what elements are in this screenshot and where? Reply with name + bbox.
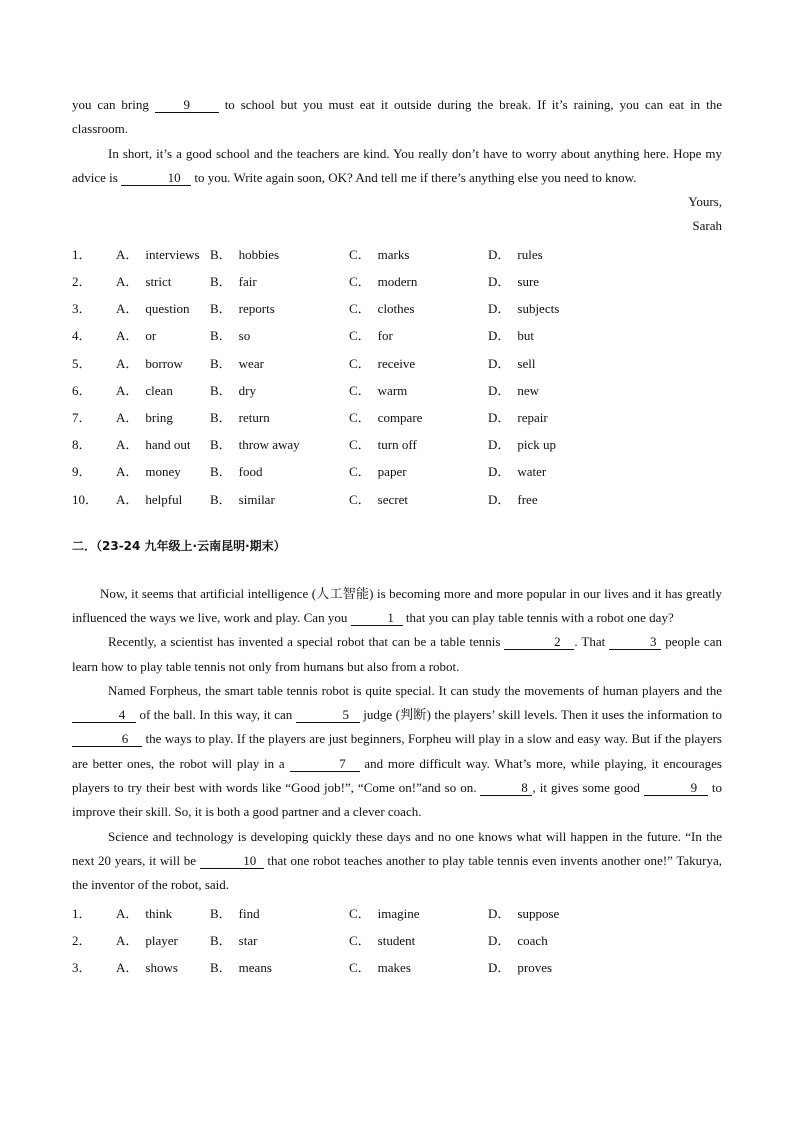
option-c — [349, 407, 488, 426]
option-letter: B． — [210, 959, 232, 975]
option-letter: D． — [488, 274, 511, 290]
option-letter: D． — [488, 328, 511, 344]
answer-blank-10: 10 — [121, 170, 191, 186]
option-text: subjects — [517, 301, 560, 317]
text: , it gives some good — [532, 780, 644, 796]
option-a — [116, 325, 210, 344]
option-d — [488, 353, 627, 372]
option-row — [72, 294, 722, 321]
question-number: 8． — [72, 437, 92, 453]
option-row — [72, 267, 722, 294]
option-letter: B． — [210, 437, 232, 453]
text: the ways to play. If the players are just beginners, Forpheu will play in a slow and easy way. But if the players are better ones, the robot will play in a — [72, 731, 722, 771]
option-letter: C． — [349, 382, 371, 398]
option-c — [349, 380, 488, 399]
option-text: think — [145, 905, 173, 921]
answer-blank-7: 7 — [290, 756, 360, 772]
option-text: coach — [517, 932, 548, 948]
option-text: food — [238, 464, 263, 480]
option-letter: A． — [116, 959, 139, 975]
option-text: for — [377, 328, 393, 344]
option-letter: A． — [116, 437, 139, 453]
text: Named Forpheus, the smart table tennis robot is quite special. It can study the movements of human players and the — [108, 682, 722, 698]
option-row — [72, 403, 722, 430]
option-c — [349, 434, 488, 453]
option-b — [210, 380, 349, 399]
answer-blank-9: 9 — [155, 97, 219, 113]
option-text: find — [238, 905, 260, 921]
option-text: fair — [238, 274, 257, 290]
options-list-1 — [72, 240, 722, 512]
option-c — [349, 298, 488, 317]
option-letter: A． — [116, 328, 139, 344]
option-d — [488, 407, 627, 426]
option-text: proves — [517, 959, 553, 975]
answer-blank-8: 8 — [480, 780, 532, 796]
option-text: water — [517, 464, 547, 480]
option-c — [349, 930, 488, 949]
option-text: but — [517, 328, 535, 344]
option-letter: B． — [210, 328, 232, 344]
passage-paragraph-4 — [72, 825, 722, 898]
option-d — [488, 325, 627, 344]
option-row — [72, 926, 722, 953]
option-text: return — [238, 410, 270, 425]
option-letter: C． — [349, 932, 371, 948]
option-letter: B． — [210, 301, 232, 317]
option-text: question — [145, 301, 190, 317]
option-c — [349, 271, 488, 290]
answer-blank-2: 2 — [504, 634, 574, 650]
option-letter: C． — [349, 464, 371, 480]
option-text: interviews — [145, 246, 200, 262]
option-letter: A． — [116, 410, 139, 425]
option-b — [210, 325, 349, 344]
option-b — [210, 353, 349, 372]
option-row — [72, 349, 722, 376]
option-letter: C． — [349, 437, 371, 453]
option-text: means — [238, 959, 272, 975]
option-text: wear — [238, 355, 264, 371]
option-letter: A． — [116, 491, 139, 507]
option-text: throw away — [238, 437, 300, 453]
option-text: suppose — [517, 905, 560, 921]
text: judge (判断) the players’ skill levels. Then it uses the information to — [359, 707, 722, 723]
option-b — [210, 489, 349, 508]
option-letter: B． — [210, 410, 232, 425]
option-letter: A． — [116, 905, 139, 921]
option-text: sure — [517, 274, 540, 290]
option-b — [210, 903, 349, 922]
option-d — [488, 903, 627, 922]
question-number: 9． — [72, 464, 92, 480]
option-text: reports — [238, 301, 275, 317]
option-letter: A． — [116, 355, 139, 371]
option-c — [349, 903, 488, 922]
question-number: 5． — [72, 355, 92, 371]
option-letter: A． — [116, 382, 139, 398]
option-letter: C． — [349, 491, 371, 507]
option-text: student — [377, 932, 416, 948]
option-row — [72, 899, 722, 926]
option-letter: C． — [349, 905, 371, 921]
option-text: borrow — [145, 355, 183, 371]
option-d — [488, 489, 627, 508]
option-letter: D． — [488, 246, 511, 262]
passage-paragraph-3 — [72, 679, 722, 825]
option-row — [72, 321, 722, 348]
option-letter: B． — [210, 491, 232, 507]
option-b — [210, 434, 349, 453]
option-letter: D． — [488, 932, 511, 948]
option-c — [349, 957, 488, 976]
letter-closing — [72, 190, 722, 239]
option-d — [488, 461, 627, 480]
option-a — [116, 461, 210, 480]
option-a — [116, 489, 210, 508]
text: people can learn how to play table tennis not only from humans but also from a robot. — [72, 634, 722, 674]
option-a — [116, 380, 210, 399]
option-letter: A． — [116, 274, 139, 290]
option-letter: D． — [488, 905, 511, 921]
option-text: bring — [145, 410, 173, 425]
option-row — [72, 953, 722, 980]
question-number: 2． — [72, 274, 92, 290]
option-c — [349, 489, 488, 508]
answer-blank-1: 1 — [351, 610, 403, 626]
option-letter: D． — [488, 959, 511, 975]
option-text: receive — [377, 355, 416, 371]
option-b — [210, 244, 349, 263]
option-a — [116, 298, 210, 317]
option-b — [210, 930, 349, 949]
option-a — [116, 407, 210, 426]
option-letter: A． — [116, 246, 139, 262]
option-text: marks — [377, 246, 410, 262]
option-text: rules — [517, 246, 543, 262]
option-letter: D． — [488, 464, 511, 480]
question-number: 3． — [72, 301, 92, 317]
option-text: imagine — [377, 905, 420, 921]
option-d — [488, 434, 627, 453]
text: of the ball. In this way, it can — [136, 707, 296, 723]
question-number: 6． — [72, 382, 92, 398]
text: to improve their skill. So, it is both a good partner and a clever coach. — [72, 780, 722, 820]
option-letter: D． — [488, 410, 511, 425]
option-text: strict — [145, 274, 172, 290]
option-text: so — [238, 328, 251, 344]
text: and more difficult way. What’s more, while playing, it encourages players to try their best with words like “Good job!”, “Come on!”and so on. — [72, 755, 722, 796]
option-letter: C． — [349, 274, 371, 290]
option-text: player — [145, 932, 178, 948]
closing-signature: Sarah — [692, 218, 722, 234]
option-text: makes — [377, 959, 411, 975]
option-text: secret — [377, 491, 408, 507]
option-d — [488, 298, 627, 317]
document-body — [72, 93, 722, 980]
text: In short, it’s a good school and the teachers are kind. You really don’t have to worry about anything here. Hope my advice is — [72, 145, 722, 185]
passage-paragraph-2 — [72, 630, 722, 679]
option-row — [72, 376, 722, 403]
option-row — [72, 484, 722, 511]
option-text: clothes — [377, 301, 415, 317]
option-text: money — [145, 464, 181, 480]
option-c — [349, 244, 488, 263]
option-letter: C． — [349, 410, 371, 425]
question-number: 7． — [72, 410, 92, 425]
option-c — [349, 325, 488, 344]
option-letter: B． — [210, 246, 232, 262]
section-heading: 二．（23-24 九年级上·云南昆明·期末） — [72, 538, 286, 553]
option-letter: B． — [210, 382, 232, 398]
text: Science and technology is developing quickly these days and no one knows what will happen in the future. “In the next 20 years, it will be — [72, 828, 722, 868]
text: . That — [574, 634, 610, 650]
question-number: 1． — [72, 905, 92, 921]
option-text: turn off — [377, 437, 417, 453]
option-text: pick up — [517, 437, 557, 453]
answer-blank-6: 6 — [72, 731, 142, 747]
answer-blank-9: 9 — [644, 780, 708, 796]
option-b — [210, 461, 349, 480]
option-letter: C． — [349, 246, 371, 262]
option-b — [210, 271, 349, 290]
option-letter: A． — [116, 464, 139, 480]
option-text: star — [238, 932, 258, 948]
text: Recently, a scientist has invented a special robot that can be a table tennis — [108, 634, 505, 650]
option-letter: D． — [488, 491, 511, 507]
option-text: hobbies — [238, 246, 280, 262]
option-b — [210, 407, 349, 426]
option-letter: A． — [116, 932, 139, 948]
option-letter: B． — [210, 905, 232, 921]
option-b — [210, 957, 349, 976]
answer-blank-4: 4 — [72, 707, 136, 723]
option-b — [210, 298, 349, 317]
text: you can bring — [72, 97, 155, 112]
option-text: new — [517, 382, 540, 398]
option-a — [116, 353, 210, 372]
option-d — [488, 271, 627, 290]
option-letter: C． — [349, 355, 371, 371]
answer-blank-5: 5 — [296, 707, 360, 723]
option-row — [72, 457, 722, 484]
option-row — [72, 430, 722, 457]
option-text: hand out — [145, 437, 191, 453]
option-a — [116, 903, 210, 922]
option-letter: C． — [349, 328, 371, 344]
answer-blank-3: 3 — [609, 634, 661, 650]
question-number: 3． — [72, 959, 92, 975]
text: to school but you must eat it outside during the break. If it’s raining, you can eat in the classroom. — [72, 97, 722, 137]
option-a — [116, 271, 210, 290]
letter-paragraph-2 — [72, 142, 722, 191]
text: Now, it seems that artificial intelligence (人工智能) is becoming more and more popular in our lives and it has greatly influenced the ways we live, work and play. Can you — [72, 585, 722, 625]
option-a — [116, 957, 210, 976]
option-letter: D． — [488, 301, 511, 317]
option-text: compare — [377, 410, 423, 425]
option-d — [488, 380, 627, 399]
option-letter: B． — [210, 932, 232, 948]
option-a — [116, 244, 210, 263]
option-letter: C． — [349, 959, 371, 975]
option-letter: B． — [210, 355, 232, 371]
letter-paragraph-1 — [72, 93, 722, 142]
passage-paragraph-1 — [72, 582, 722, 631]
option-text: or — [145, 328, 157, 344]
option-text: free — [517, 491, 538, 507]
option-text: sell — [517, 355, 536, 371]
question-number: 2． — [72, 932, 92, 948]
option-text: modern — [377, 274, 418, 290]
option-row — [72, 240, 722, 267]
option-letter: D． — [488, 355, 511, 371]
closing-yours: Yours, — [688, 194, 722, 210]
text: that you can play table tennis with a robot one day? — [402, 609, 674, 625]
option-text: dry — [238, 382, 257, 398]
option-c — [349, 461, 488, 480]
option-d — [488, 244, 627, 263]
option-text: repair — [517, 410, 548, 425]
question-number: 1． — [72, 246, 92, 262]
option-text: paper — [377, 464, 407, 480]
option-c — [349, 353, 488, 372]
text: to you. Write again soon, OK? And tell me if there’s anything else you need to know. — [191, 169, 637, 185]
text: that one robot teaches another to play table tennis even invents another one!” Takurya, the inventor of the robot, said. — [72, 852, 723, 893]
question-number: 10． — [72, 491, 99, 507]
option-text: warm — [377, 382, 408, 398]
option-a — [116, 434, 210, 453]
option-letter: B． — [210, 464, 232, 480]
option-text: clean — [145, 382, 173, 398]
option-text: similar — [238, 491, 275, 507]
option-letter: D． — [488, 382, 511, 398]
option-text: helpful — [145, 491, 183, 507]
option-letter: C． — [349, 301, 371, 317]
option-a — [116, 930, 210, 949]
option-letter: B． — [210, 274, 232, 290]
question-number: 4． — [72, 328, 92, 344]
option-letter: D． — [488, 437, 511, 453]
option-d — [488, 930, 627, 949]
option-text: shows — [145, 959, 178, 975]
option-d — [488, 957, 627, 976]
options-list-2 — [72, 899, 722, 981]
answer-blank-10: 10 — [200, 853, 264, 869]
option-letter: A． — [116, 301, 139, 317]
